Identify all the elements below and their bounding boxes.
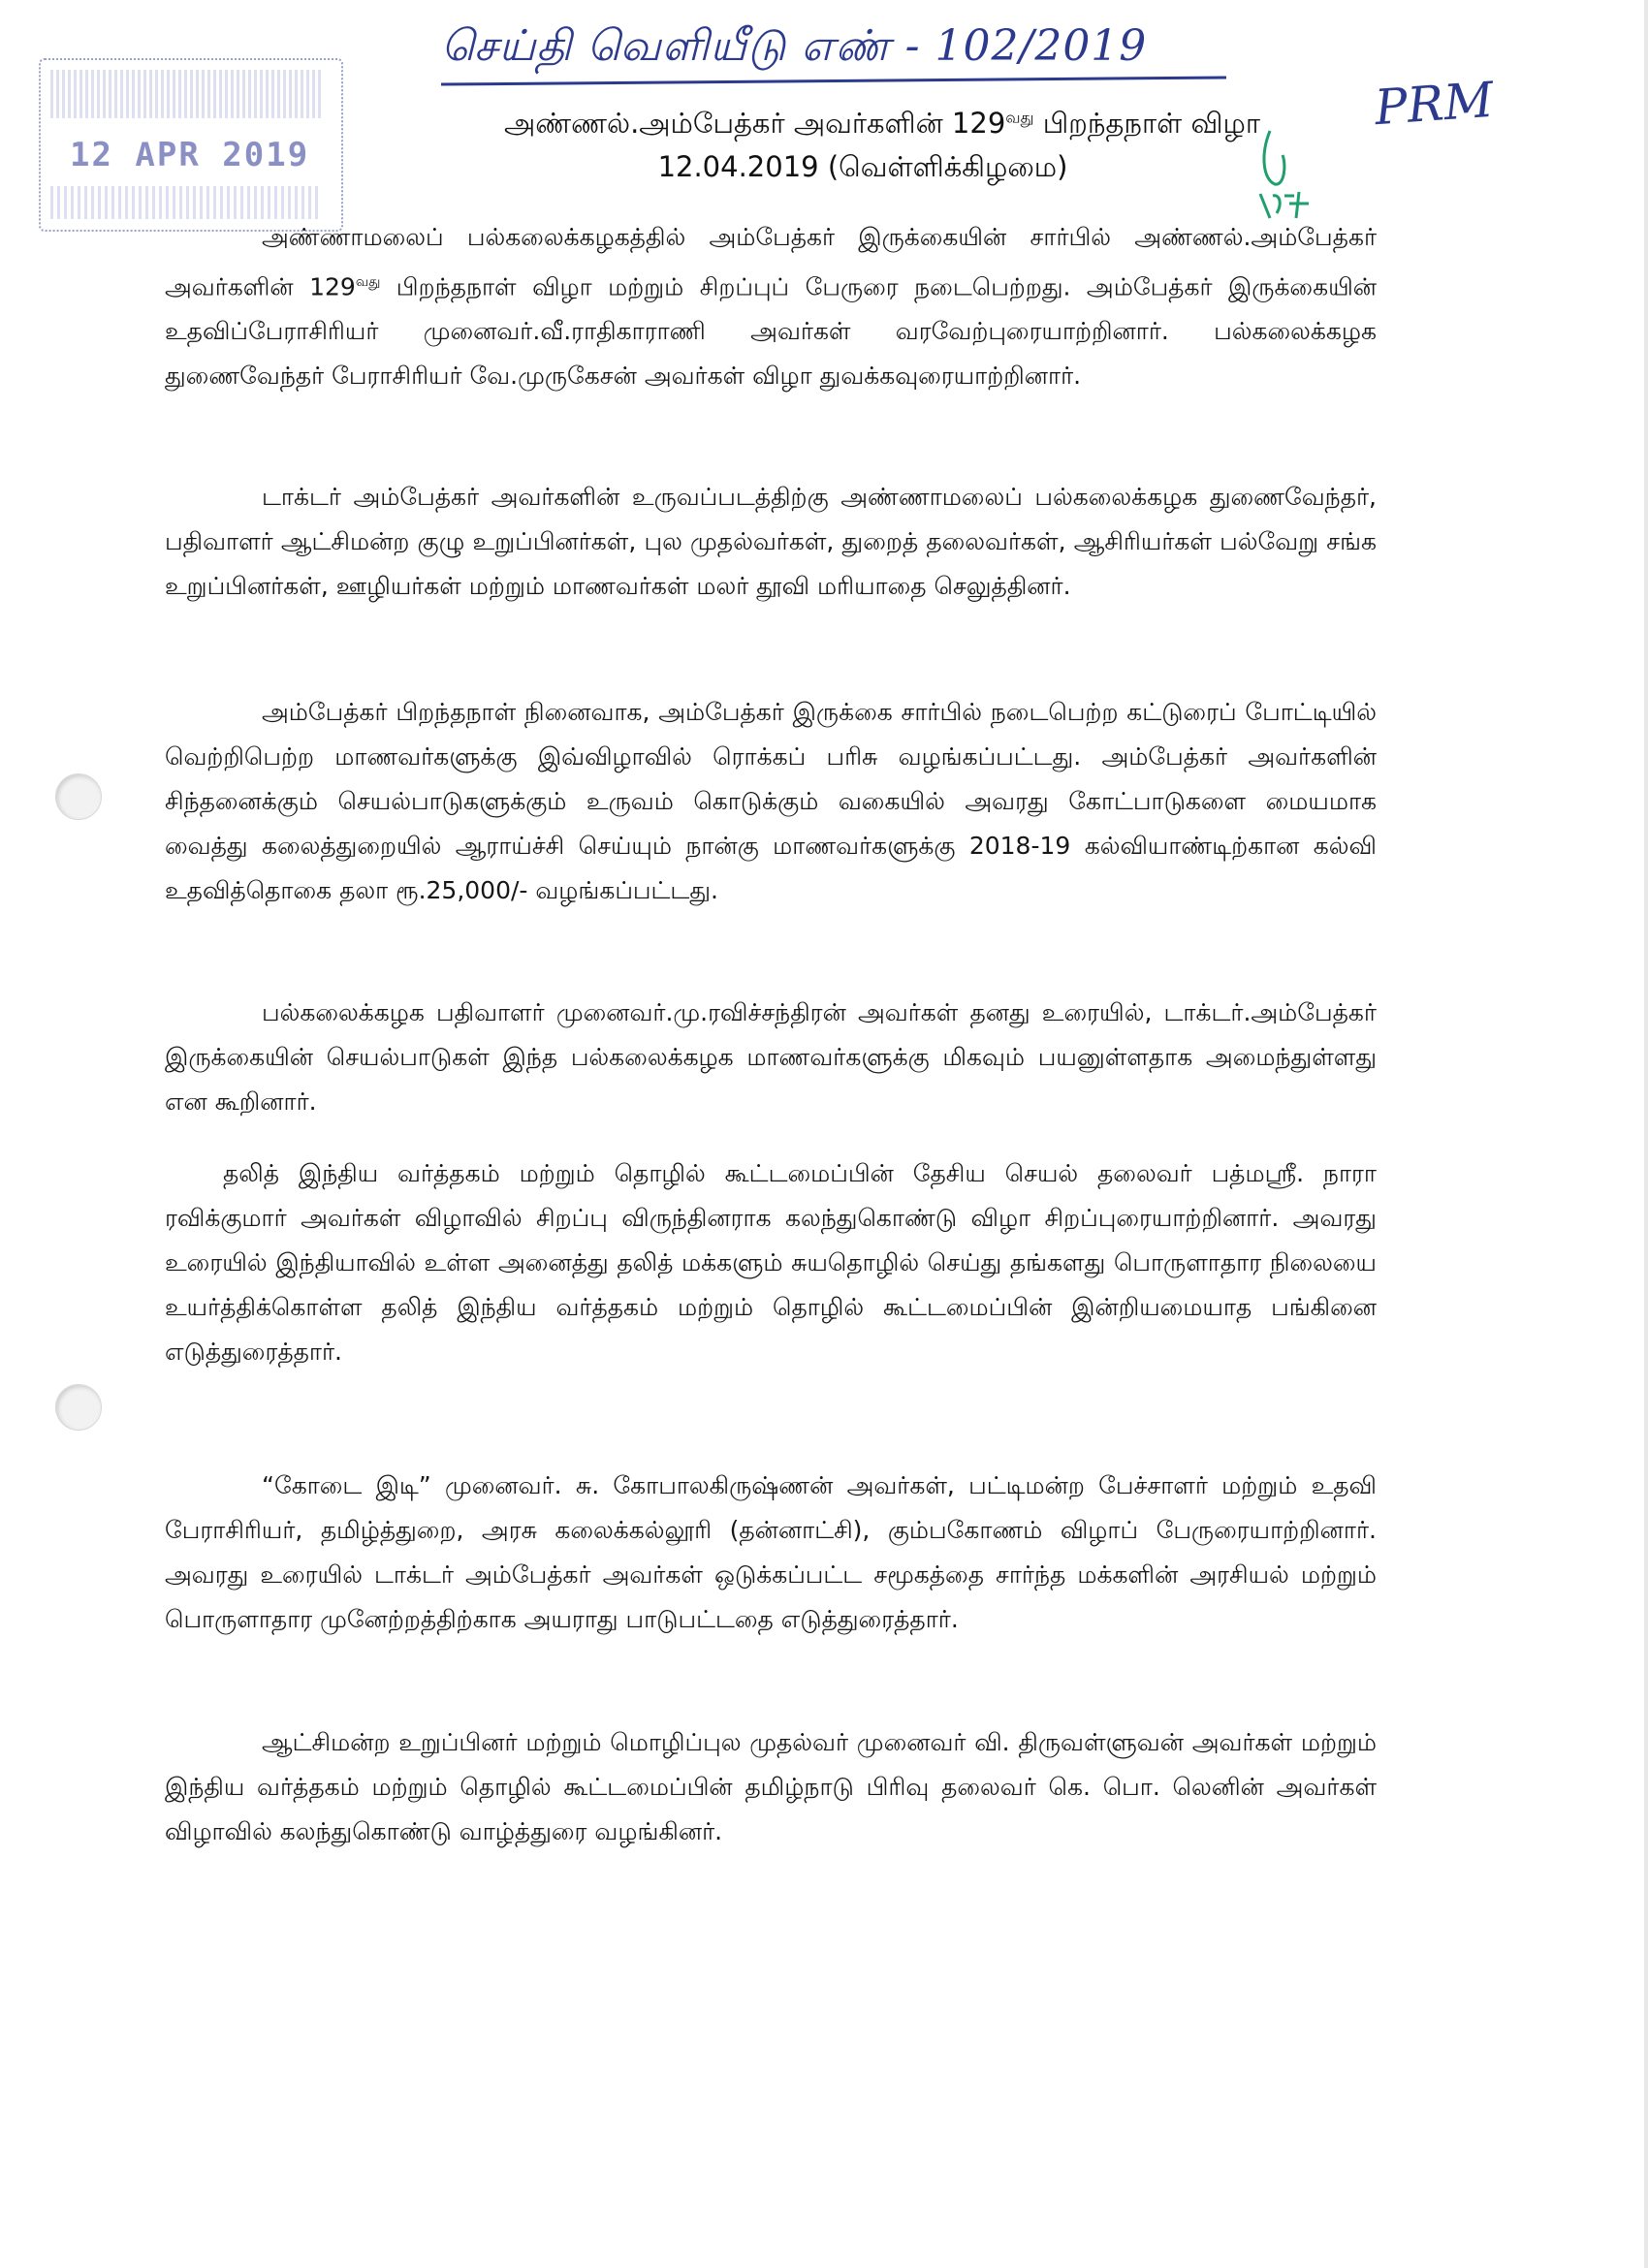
stamp-date: 12 APR 2019 <box>70 136 310 174</box>
paragraph-3-text: அம்பேத்கர் பிறந்தநாள் நினைவாக, அம்பேத்கர் இருக்கை சார்பில் நடைபெற்ற கட்டுரைப் போட்டியில் வெற்றிபெற்ற மாணவர்களுக்கு இவ்விழாவில் ரொக்கப் பரிசு வழங்கப்பட்டது. அம்பேத்கர் அவர்களின் சிந்தனைக்கும் செயல்பாடுகளுக்கும் உருவம் கொடுக்கும் வகையில் அவரது கோட்பாடுகளை மையமாக வைத்து கலைத்துறையில் ஆராய்ச்சி செய்யும் நான்கு மாணவர்களுக்கு 2018-19 கல்வியாண்டிற்கான கல்வி உதவித்தொகை தலா ரூ.25,000/- வழங்கப்பட்டது. <box>165 698 1377 904</box>
paragraph-6 <box>165 1464 1377 1642</box>
title-line1-start: அண்ணல்.அம்பேத்கர் அவர்களின் 129 <box>503 107 1006 140</box>
stamp-footer-smudge <box>50 186 322 219</box>
paragraph-6-text: “கோடை இடி” முனைவர். சு. கோபாலகிருஷ்ணன் அவர்கள், பட்டிமன்ற பேச்சாளர் மற்றும் உதவி பேராசிரியர், தமிழ்த்துறை, அரசு கலைக்கல்லூரி (தன்னாட்சி), கும்பகோணம் விழாப் பேருரையாற்றினார். அவரது உரையில் டாக்டர் அம்பேத்கர் அவர்கள் ஒடுக்கப்பட்ட சமூகத்தை சார்ந்த மக்களின் அரசியல் மற்றும் பொருளாதார முனேற்றத்திற்காக அயராது பாடுபட்டதை எடுத்துரைத்தார். <box>165 1471 1377 1633</box>
punch-hole-top <box>55 773 102 820</box>
handwritten-reference: செய்தி வெளியீடு எண் - 102/2019 <box>441 21 1148 71</box>
received-date-stamp <box>39 58 343 232</box>
handwritten-note-prm: PRM <box>1373 71 1496 137</box>
paragraph-1-end: பிறந்தநாள் விழா மற்றும் சிறப்புப் பேருரை நடைபெற்றது. அம்பேத்கர் இருக்கையின் உதவிப்பேராசிரியர் முனைவர்.வீ.ராதிகாராணி அவர்கள் வரவேற்புரையாற்றினார். பல்கலைக்கழக துணைவேந்தர் பேராசிரியர் வே.முருகேசன் அவர்கள் விழா துவக்கவுரையாற்றினார். <box>165 272 1377 391</box>
paragraph-7 <box>165 1720 1377 1854</box>
paragraph-1-start: அண்ணாமலைப் பல்கலைக்கழகத்தில் அம்பேத்கர் இருக்கையின் சார்பில் அண்ணல்.அம்பேத்கர் அவர்களின் 129 <box>165 223 1377 301</box>
title-ordinal-suffix: வது <box>1005 108 1034 127</box>
paragraph-1-ordinal: வது <box>355 274 381 290</box>
paragraph-4 <box>165 991 1377 1124</box>
punch-hole-bottom <box>55 1384 102 1431</box>
paragraph-5 <box>165 1151 1377 1374</box>
paragraph-3 <box>165 690 1377 913</box>
paragraph-5-text: தலித் இந்திய வர்த்தகம் மற்றும் தொழில் கூட்டமைப்பின் தேசிய செயல் தலைவர் பத்மஸ்ரீ. நாரா ரவிக்குமார் அவர்கள் விழாவில் சிறப்பு விருந்தினராக கலந்துகொண்டு விழா சிறப்புரையாற்றினார். அவரது உரையில் இந்தியாவில் உள்ள அனைத்து தலித் மக்களும் சுயதொழில் செய்து தங்களது பொருளாதார நிலையை உயர்த்திக்கொள்ள தலித் இந்திய வர்த்தகம் மற்றும் தொழில் கூட்டமைப்பின் இன்றியமையாத பங்கினை எடுத்துரைத்தார். <box>165 1159 1377 1366</box>
paragraph-4-text: பல்கலைக்கழக பதிவாளர் முனைவர்.மு.ரவிச்சந்திரன் அவர்கள் தனது உரையில், டாக்டர்.அம்பேத்கர் இருக்கையின் செயல்பாடுகள் இந்த பல்கலைக்கழக மாணவர்களுக்கு மிகவும் பயனுள்ளதாக அமைந்துள்ளது என கூறினார். <box>165 998 1377 1116</box>
paragraph-2 <box>165 475 1377 609</box>
document-title <box>58 107 1648 143</box>
title-line1-end: பிறந்தநாள் விழா <box>1033 107 1261 140</box>
page-edge <box>1644 0 1648 2268</box>
paragraph-2-text: டாக்டர் அம்பேத்கர் அவர்களின் உருவப்படத்திற்கு அண்ணாமலைப் பல்கலைக்கழக துணைவேந்தர், பதிவாளர் ஆட்சிமன்ற குழு உறுப்பினர்கள், புல முதல்வர்கள், துறைத் தலைவர்கள், ஆசிரியர்கள் பல்வேறு சங்க உறுப்பினர்கள், ஊழியர்கள் மற்றும் மாணவர்கள் மலர் தூவி மரியாதை செலுத்தினர். <box>165 483 1377 600</box>
document-date: 12.04.2019 (வெள்ளிக்கிழமை) <box>657 150 1068 183</box>
handwritten-underline <box>441 76 1226 85</box>
paragraph-1 <box>165 215 1377 398</box>
paragraph-7-text: ஆட்சிமன்ற உறுப்பினர் மற்றும் மொழிப்புல முதல்வர் முனைவர் வி. திருவள்ளுவன் அவர்கள் மற்றும் இந்திய வர்த்தகம் மற்றும் தொழில் கூட்டமைப்பின் தமிழ்நாடு பிரிவு தலைவர் கெ. பொ. லெனின் அவர்கள் விழாவில் கலந்துகொண்டு வாழ்த்துரை வழங்கினர். <box>165 1728 1377 1845</box>
